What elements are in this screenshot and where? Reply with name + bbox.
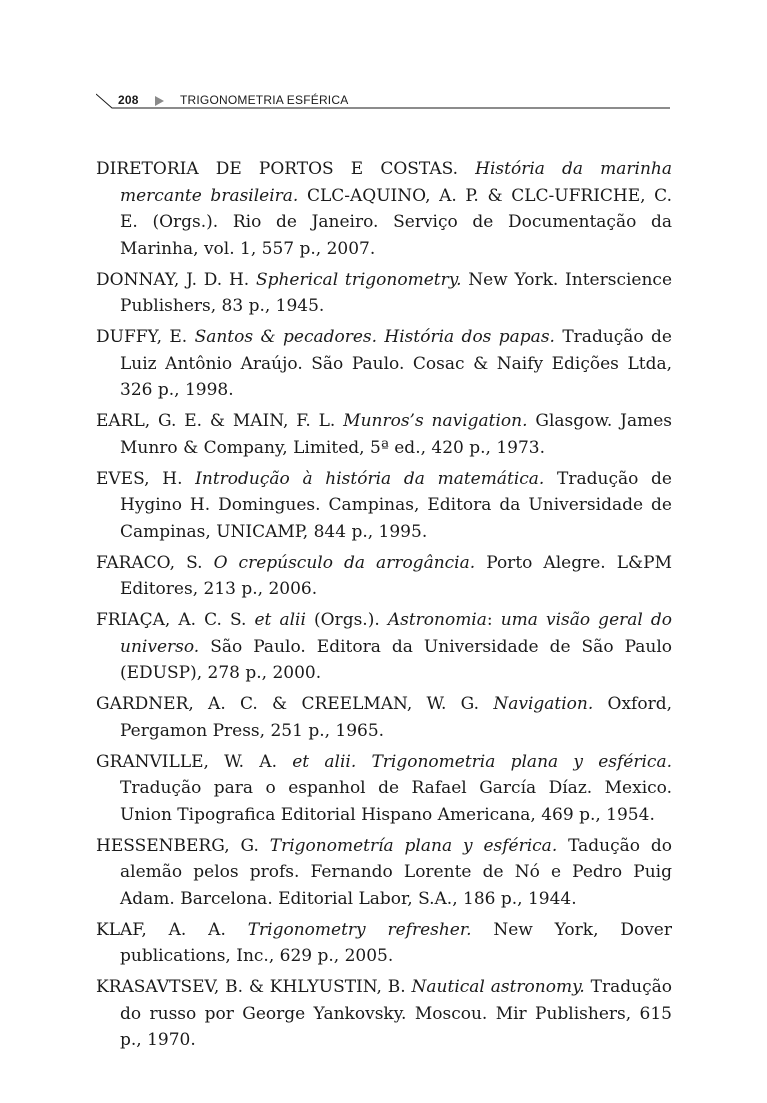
reference-title: et alii. Trigonometria plana y esférica. — [292, 751, 672, 772]
triangle-right-icon — [155, 96, 165, 106]
reference-entry — [96, 749, 672, 829]
reference-text: FRIAÇA, A. C. S. — [96, 610, 255, 630]
reference-title: Astronomia — [387, 610, 487, 630]
reference-text: CLC-AQUINO, A. P. & CLC-UFRICHE, C. E. (Orgs.). Rio de Janeiro. Serviço de Documentação da Marinha, vol. 1, 557 p., 2007. — [120, 185, 672, 259]
reference-text: Tradução do russo por George Yankovsky. Moscou. Mir Publishers, 615 p., 1970. — [120, 977, 672, 1050]
reference-entry — [96, 408, 672, 461]
reference-text: New York, Dover publications, Inc., 629 p., 2005. — [120, 919, 672, 966]
reference-text: KLAF, A. A. — [96, 919, 248, 940]
reference-entry — [96, 974, 672, 1054]
reference-entry — [96, 267, 672, 320]
reference-text: Tadução do alemão pelos profs. Fernando Lorente de Nó e Pedro Puig Adam. Barcelona. Editorial Labor, S.A., 186 p., 1944. — [120, 835, 672, 909]
reference-text: DUFFY, E. — [96, 327, 195, 347]
reference-text: : — [486, 610, 501, 630]
reference-title: Nautical astronomy. — [411, 977, 585, 997]
reference-entry — [96, 466, 672, 546]
reference-title: Santos & pecadores. História dos papas. — [194, 327, 555, 347]
reference-text: Glasgow. James Munro & Company, Limited, 5ª ed., 420 p., 1973. — [120, 411, 672, 458]
reference-list — [96, 156, 672, 1058]
reference-text: FARACO, S. — [96, 552, 214, 573]
reference-text: GRANVILLE, W. A. — [96, 751, 293, 772]
reference-title: Munros’s navigation. — [343, 411, 528, 431]
reference-entry — [96, 607, 672, 687]
reference-entry — [96, 691, 672, 744]
reference-text: EARL, G. E. & MAIN, F. L. — [96, 411, 344, 431]
page-number: 208 — [118, 93, 139, 107]
reference-text: DONNAY, J. D. H. — [96, 269, 256, 290]
reference-text: KRASAVTSEV, B. & KHLYUSTIN, B. — [96, 977, 412, 997]
reference-title: Trigonometry refresher. — [247, 919, 472, 940]
reference-title: Spherical trigonometry. — [255, 269, 462, 290]
reference-title: Navigation. — [493, 694, 594, 714]
reference-title: uma visão geral do universo. — [120, 610, 673, 657]
reference-title: O crepúsculo da arrogância. — [213, 552, 476, 573]
reference-entry — [96, 833, 672, 913]
reference-text: HESSENBERG, G. — [96, 835, 270, 856]
reference-text: Oxford, Pergamon Press, 251 p., 1965. — [120, 694, 672, 741]
reference-title: História da marinha mercante brasileira. — [120, 159, 672, 206]
reference-text: São Paulo. Editora da Universidade de São Paulo (EDUSP), 278 p., 2000. — [120, 636, 672, 683]
reference-title: Introdução à história da matemática. — [195, 468, 545, 489]
reference-text: GARDNER, A. C. & CREELMAN, W. G. — [96, 694, 494, 714]
reference-entry — [96, 917, 672, 970]
reference-text: Tradução de Hygino H. Domingues. Campinas, Editora da Universidade de Campinas, UNICAMP, 844 p., 1995. — [120, 468, 672, 542]
reference-text: New York. Interscience Publishers, 83 p., 1945. — [120, 269, 673, 316]
reference-text: EVES, H. — [96, 468, 196, 489]
reference-title: Trigonometría plana y esférica. — [269, 835, 558, 856]
reference-entry — [96, 156, 672, 262]
running-header — [96, 90, 670, 110]
running-title: TRIGONOMETRIA ESFÉRICA — [180, 93, 349, 107]
reference-text: DIRETORIA DE PORTOS E COSTAS. — [96, 159, 476, 179]
reference-text: Porto Alegre. L&PM Editores, 213 p., 2006. — [120, 552, 672, 599]
reference-text: Tradução para o espanhol de Rafael García Díaz. Mexico. Union Tipografica Editorial Hispano Americana, 469 p., 1954. — [120, 778, 672, 825]
reference-entry — [96, 550, 672, 603]
reference-text: Tradução de Luiz Antônio Araújo. São Paulo. Cosac & Naify Edições Ltda, 326 p., 1998. — [120, 327, 672, 400]
reference-title: et alii — [254, 610, 306, 630]
reference-entry — [96, 324, 672, 404]
reference-text: (Orgs.). — [305, 610, 388, 630]
